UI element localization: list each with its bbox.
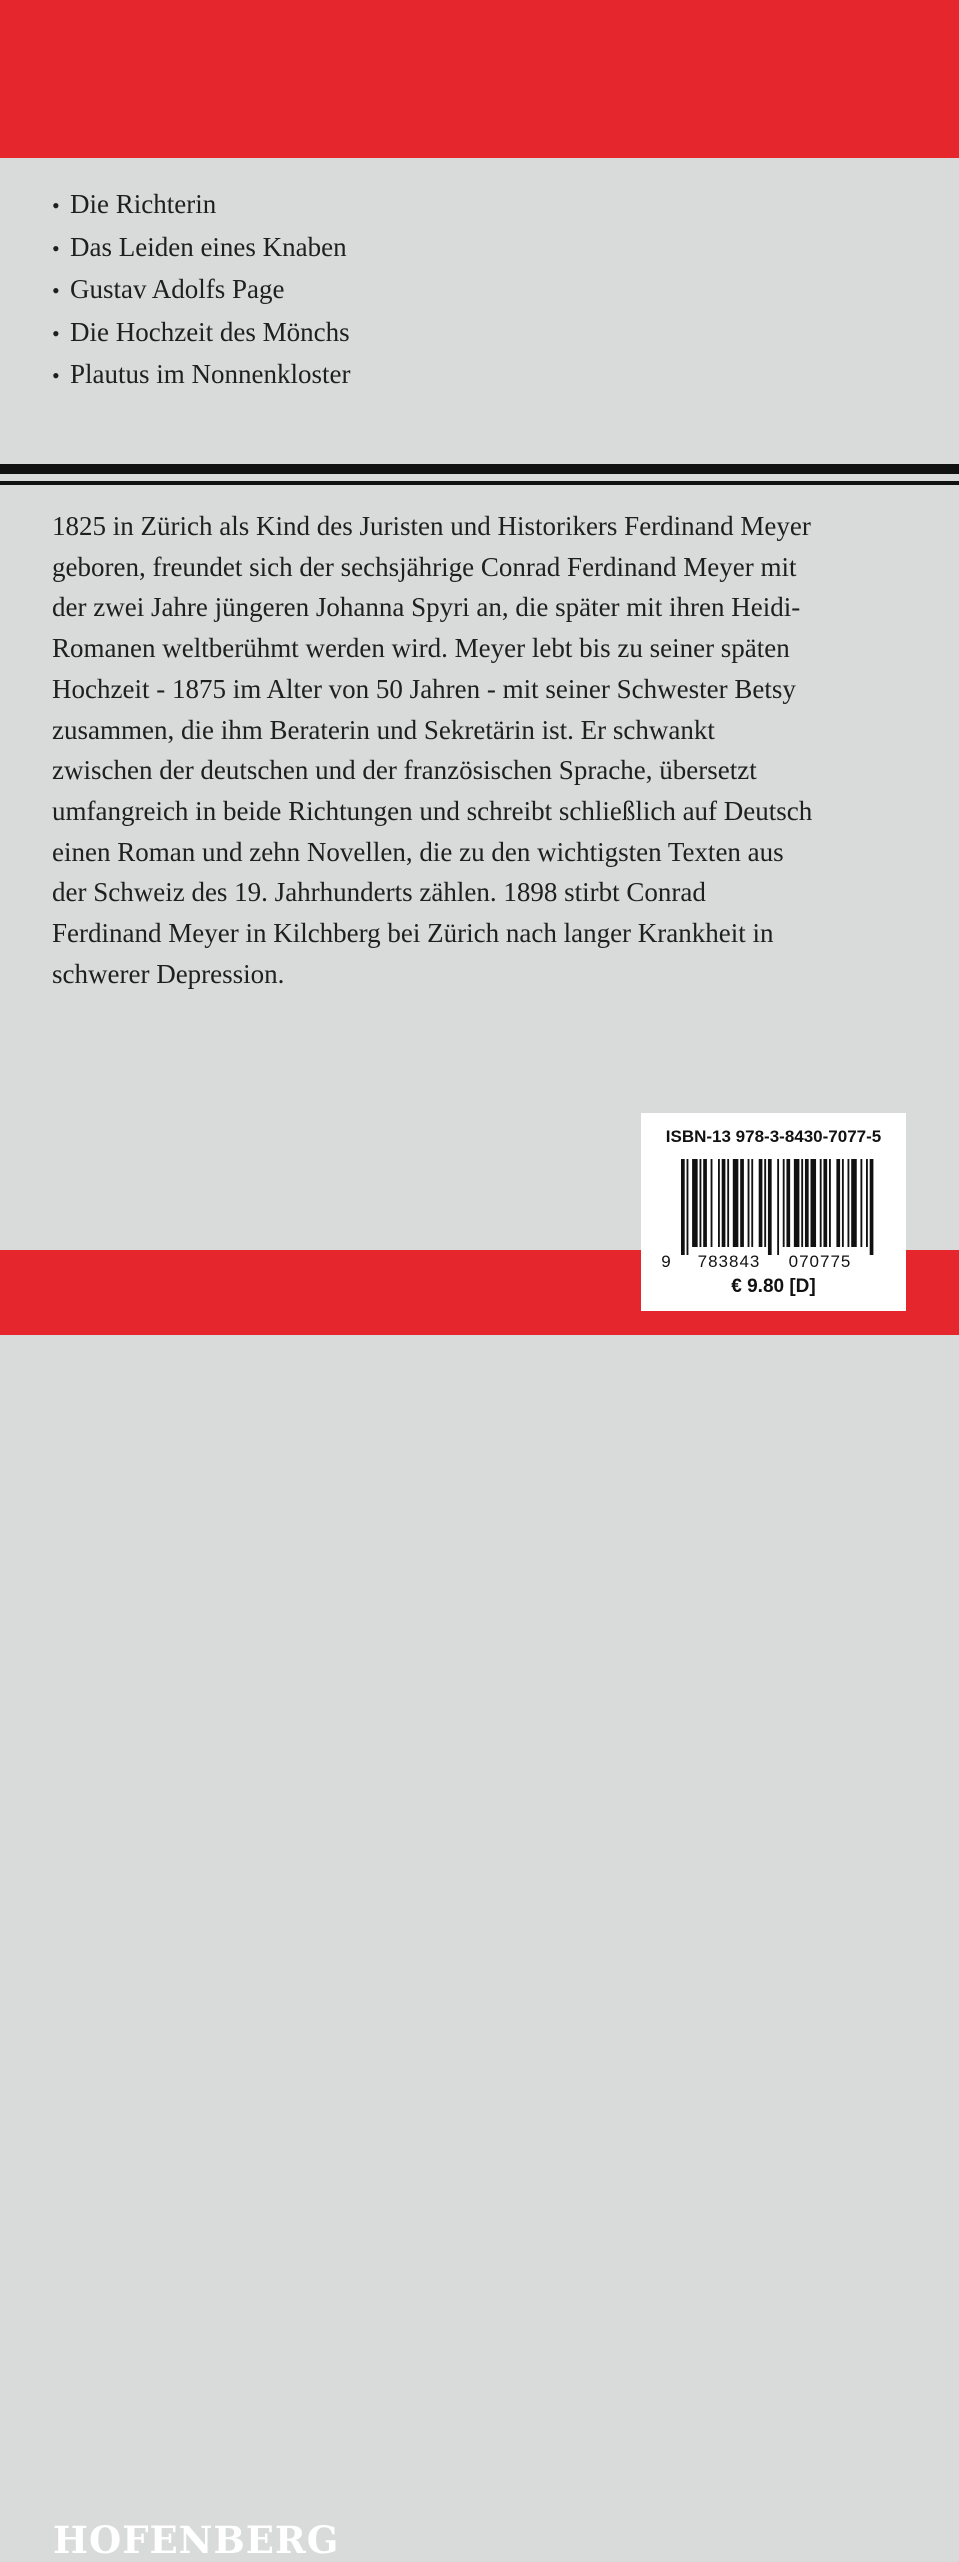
biography-line: zwischen der deutschen und der französischen Sprache, übersetzt [52,755,757,786]
divider-thin [0,481,959,485]
barcode-digit-prefix: 9 [661,1252,671,1271]
story-title: Die Richterin [70,189,217,219]
barcode-bar [751,1159,753,1247]
biography-line: der Schweiz des 19. Jahrhunderts zählen. 1898 stirbt Conrad [52,877,706,908]
story-item [52,354,350,397]
barcode-digits-left: 783843 [697,1252,761,1271]
story-list [52,184,350,397]
barcode-bar [820,1159,822,1247]
barcode-box [641,1113,906,1311]
barcode-bar [768,1159,772,1255]
bullet-icon: • [52,278,60,303]
biography-line: 1825 in Zürich als Kind des Juristen und Historikers Ferdinand Meyer [52,511,811,541]
biography-line: der zwei Jahre jüngeren Johanna Spyri an, die später mit ihren Heidi- [52,592,801,623]
barcode-bar [740,1159,744,1247]
biography-line: schwerer Depression. [52,958,285,989]
biography-line: geboren, freundet sich der sechsjährige Conrad Ferdinand Meyer mit [52,551,797,582]
barcode-digits-right: 070775 [788,1252,852,1271]
barcode-bar [866,1159,868,1247]
biography-line: umfangreich in beide Richtungen und schreibt schließlich auf Deutsch [52,795,813,826]
bullet-icon: • [52,235,60,261]
barcode-bar [786,1159,790,1247]
top-red-band [0,0,959,158]
barcode-bar [842,1159,844,1247]
story-title: Das Leiden eines Knaben [70,231,347,262]
barcode [641,1159,906,1271]
story-item [52,312,350,355]
barcode-bar [823,1159,827,1247]
price-label: € 9.80 [D] [731,1276,816,1297]
barcode-bar [692,1159,698,1247]
barcode-bar [811,1159,817,1247]
story-item [52,184,350,227]
barcode-bar [727,1159,729,1247]
publisher-logo: HOFENBERG [53,2518,340,2562]
story-title: Gustav Adolfs Page [70,274,285,304]
barcode-bar [836,1159,840,1247]
story-title: Plautus im Nonnenkloster [70,359,351,389]
bullet-icon: • [52,363,60,388]
barcode-bar [711,1159,713,1247]
barcode-bar [703,1159,707,1247]
barcode-bar [759,1159,763,1247]
barcode-bar [748,1159,750,1247]
story-item [52,269,350,312]
biography-line: zusammen, die ihm Beraterin und Sekretärin ist. Er schwankt [52,714,715,745]
barcode-bar [764,1159,766,1247]
barcode-bar [851,1159,857,1247]
barcode-bar [783,1159,785,1247]
biography-text [52,506,932,994]
biography-line: Romanen weltberühmt werden wird. Meyer lebt bis zu seiner späten [52,633,790,664]
barcode-bar [801,1159,803,1247]
barcode-bar [829,1159,831,1247]
barcode-bar [733,1159,739,1247]
barcode-bar [687,1159,689,1255]
biography-line: Ferdinand Meyer in Kilchberg bei Zürich nach langer Krankheit in [52,918,774,949]
bullet-icon: • [52,193,60,218]
barcode-bar [718,1159,720,1247]
barcode-bar [870,1159,874,1255]
barcode-bar [794,1159,800,1247]
isbn-label: ISBN-13 978-3-8430-7077-5 [665,1127,882,1146]
divider-thick [0,464,959,474]
barcode-bar [805,1159,809,1247]
barcode-bar [700,1159,702,1247]
story-item [52,227,350,270]
barcode-bar [848,1159,850,1247]
barcode-bar [722,1159,726,1247]
biography-line: einen Roman und zehn Novellen, die zu den wichtigsten Texten aus [52,836,784,867]
barcode-bar [681,1159,685,1255]
story-title: Die Hochzeit des Mönchs [70,316,350,347]
biography-line: Hochzeit - 1875 im Alter von 50 Jahren - mit seiner Schwester Betsy [52,673,796,704]
bullet-icon: • [52,320,60,346]
barcode-bar [860,1159,862,1247]
barcode-bar [777,1159,779,1255]
